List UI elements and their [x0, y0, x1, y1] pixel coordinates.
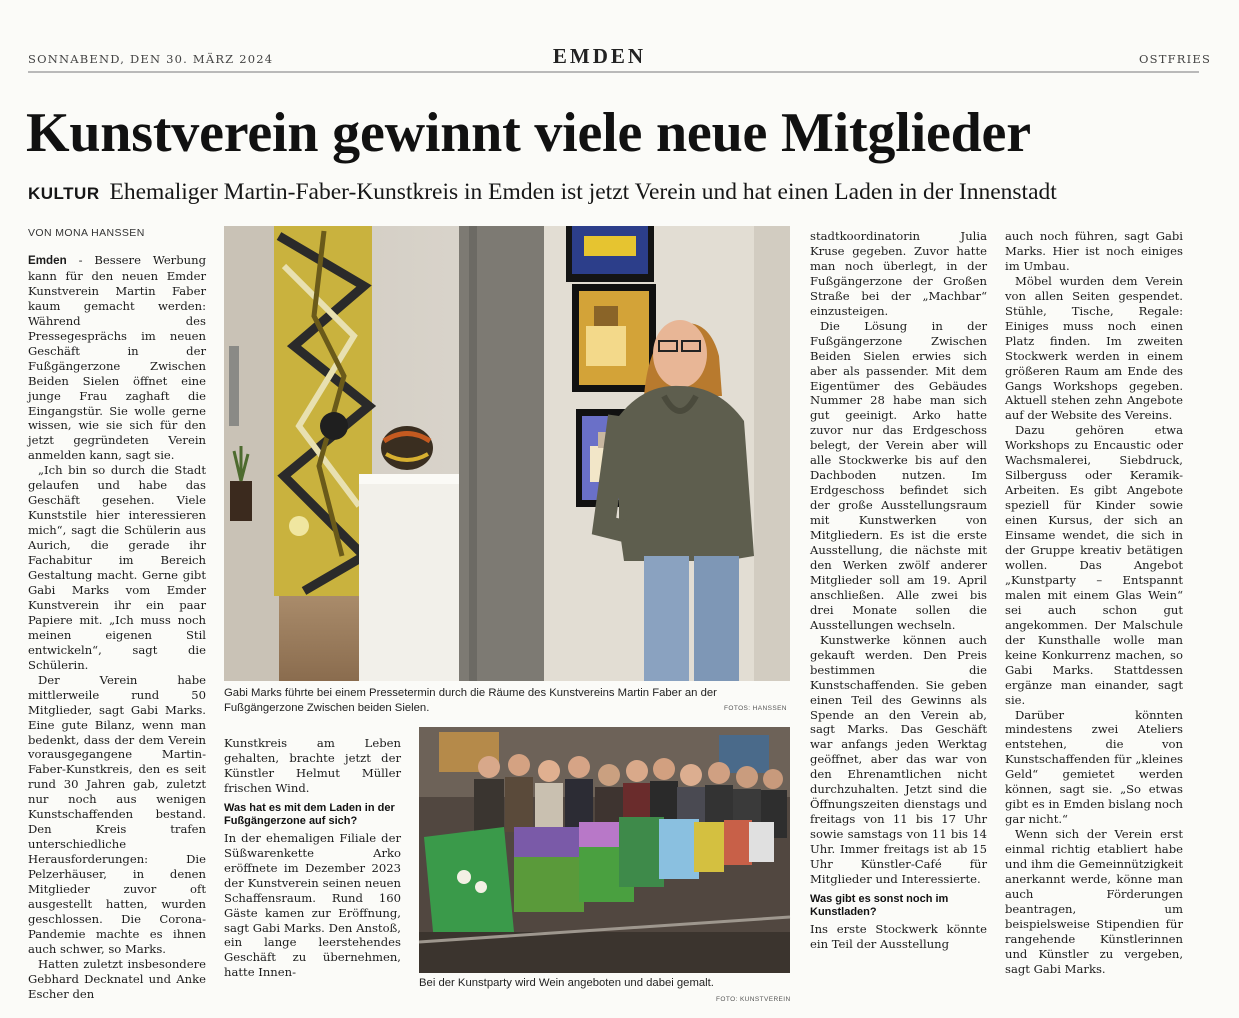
framed-picture [572, 284, 656, 392]
subheadline [28, 177, 1198, 209]
article-paragraph: stadtkoordinatorin Julia Kruse gegeben. Zuvor hatte man noch überlegt, in der Fußgängerzone der Großen Straße bei der „Machbar“ einzusteigen. [810, 229, 987, 318]
page-header [0, 0, 1212, 76]
header-rule [28, 71, 1199, 73]
article-paragraph: Wenn sich der Verein erst einmal richtig etabliert habe und ihm die Gemeinnützigkeit anerkannt werde, könne man auch Förderungen beantragen, um beispielsweise Stipendien für rangehende Künstlerinnen und Künstler zu vergeben, sagt Gabi Marks. [1005, 827, 1183, 976]
article-paragraph: Hatten zuletzt insbesondere Gebhard Decknatel und Anke Escher den [28, 956, 206, 1001]
main-photo-caption: Gabi Marks führte bei einem Pressetermin durch die Räume des Kunstvereins Martin Faber an der Fußgängerzone Zwischen beiden Sielen. [224, 687, 717, 714]
article-paragraph: Dazu gehören etwa Workshops zu Encaustic oder Wachsmalerei, Siebdruck, Silberguss oder Keramik-Arbeiten. Es gibt Angebote speziell für Kinder sowie einen Kursus, der sich an Einsame wendet, die sich in der Gruppe kreativ betätigen wollen. Das Angebot „Kunstparty – Entspannt malen mit einem Glas Wein“ sei auch schon gut angekommen. Der Malschule der Kunsthalle wolle man keine Konkurrenz machen, so Gabi Marks. Stattdessen ergänze man einander, sagt sie. [1005, 423, 1183, 707]
article-paragraph: Emden - Bessere Werbung kann für den neuen Emder Kunstverein Martin Faber kaum gemacht werden: Während des Pressegesprächs im neuen Geschäft in der Fußgängerzone Zwischen Beiden Sielen öffnet eine junge Frau zaghaft die Eingangstür. Sie wolle gerne wissen, wie sie sich für den jetzt gegründeten Verein anmelden kann, sagt sie. [28, 253, 206, 463]
main-photo-credit: FOTOS: HANSSEN [724, 705, 787, 712]
headline: Kunstverein gewinnt viele neue Mitglieder [26, 102, 1031, 164]
section-title: EMDEN [552, 44, 647, 68]
kicker-label: KULTUR [28, 184, 100, 203]
region-label: OSTFRIES [1139, 52, 1212, 66]
party-photo-credit: FOTO: KUNSTVEREIN [716, 996, 791, 1003]
party-photo [419, 727, 790, 973]
dateline: Emden [28, 254, 67, 267]
article-column-3 [810, 229, 987, 1013]
party-photo-caption: Bei der Kunstparty wird Wein angeboten und dabei gemalt. [419, 977, 714, 989]
article-column-2 [224, 736, 401, 1013]
subheadline-text: Ehemaliger Martin-Faber-Kunstkreis in Emden ist jetzt Verein und hat einen Laden in der Innenstadt [109, 179, 1057, 205]
article-paragraph: Darüber könnten mindestens zwei Ateliers entstehen, die von Kunstschaffenden für „kleines Geld“ gemietet werden können, sagt sie. „So etwas gibt es in Emden bislang noch gar nicht.“ [1005, 707, 1183, 827]
abstract-painting [274, 226, 372, 596]
gallery-photo-illustration [224, 226, 790, 681]
issue-date: SONNABEND, DEN 30. MÄRZ 2024 [28, 52, 274, 66]
article-paragraph: In der ehemaligen Filiale der Süßwarenkette Arko eröffnete im Dezember 2023 der Kunstverein seinen neuen Schaffensraum. Rund 160 Gäste kamen zur Eröffnung, sagt Gabi Marks. Den Anstoß, ein lange leerstehendes Geschäft zu übernehmen, hatte Innen- [224, 830, 401, 980]
party-photo-illustration [419, 727, 790, 973]
article-paragraph: Möbel wurden dem Verein von allen Seiten gespendet. Stühle, Tische, Regale: Einiges muss noch einen Platz finden. Im zweiten Stockwerk werden in einem größeren Raum am Ende des Gangs Workshops gegeben. Aktuell stehen zehn Angebote auf der Website des Vereins. [1005, 273, 1183, 423]
subheading: Was gibt es sonst noch im Kunstladen? [810, 892, 949, 919]
framed-picture [566, 226, 654, 282]
article-paragraph: „Ich bin so durch die Stadt gelaufen und habe das Geschäft gesehen. Viele Kunststile hier interessieren mich“, sagt die Schülerin aus Aurich, die gerade ihr Fachabitur im Bereich Gestaltung macht. Gerne gibt Gabi Marks vom Emder Kunstverein ihr ein paar Papiere mit. „Ich muss noch meinen eigenen Stil entwickeln“, sagt die Schülerin. [28, 463, 206, 672]
article-paragraph: auch noch führen, sagt Gabi Marks. Hier ist noch einiges im Umbau. [1005, 229, 1183, 273]
article-paragraph: Der Verein habe mittlerweile rund 50 Mitglieder, sagt Gabi Marks. Eine gute Bilanz, wenn man bedenkt, dass der dem Verein vorausgegangene Martin-Faber-Kunstkreis, den es seit rund 30 Jahren gab, zuletzt nur noch aus wenigen Kunstschaffenden bestand. Den Kreis trafen unterschiedliche Herausforderungen: Die Pelzerhäuser, in denen Mitglieder zuvor oft ausgestellt hatten, wurden geschlossen. Die Corona-Pandemie machte es ihnen auch schwer, so Marks. [28, 672, 206, 956]
article-paragraph: Die Lösung in der Fußgängerzone Zwischen Beiden Sielen erwies sich aber als passender. Mit dem Eigentümer des Gebäudes Nummer 28 habe man sich gut geeinigt. Arko hatte zuvor nur das Erdgeschoss belegt, der Verein aber will alle Stockwerke bis auf den Dachboden nutzen. Im Erdgeschoss befindet sich der große Ausstellungsraum mit Kunstwerken von Mitgliedern. Es ist die erste Ausstellung, die nächste mit den Werken zwölf anderer Mitglieder soll am 19. April anschließen. Alle zwei bis drei Monate sollen die Ausstellungen wechseln. [810, 318, 987, 632]
subheading: Was hat es mit dem Laden in der Fußgängerzone auf sich? [224, 801, 395, 828]
article-paragraph: Ins erste Stockwerk könnte ein Teil der Ausstellung [810, 921, 987, 951]
article-paragraph: Kunstkreis am Leben gehalten, brachte jetzt der Künstler Helmut Müller frischen Wind. [224, 736, 401, 795]
article-column-1 [28, 253, 206, 1013]
article-paragraph: Kunstwerke können auch gekauft werden. Den Preis bestimmen die Kunstschaffenden. Sie geben einen Teil des Gewinns als Spende an den Verein ab, sagt Marks. Das Geschäft war anfangs jeden Werktag geöffnet, aber das war von den Ehrenamtlichen nicht durchzuhalten. Jetzt sind die Öffnungszeiten dienstags und freitags von 11 bis 17 Uhr sowie samstags von 11 bis 14 Uhr. Immer freitags ist ab 15 Uhr Künstler-Café für Mitglieder und Interessierte. [810, 632, 987, 886]
byline: VON MONA HANSSEN [28, 227, 145, 239]
article-column-4 [1005, 229, 1183, 1013]
main-photo [224, 226, 790, 681]
